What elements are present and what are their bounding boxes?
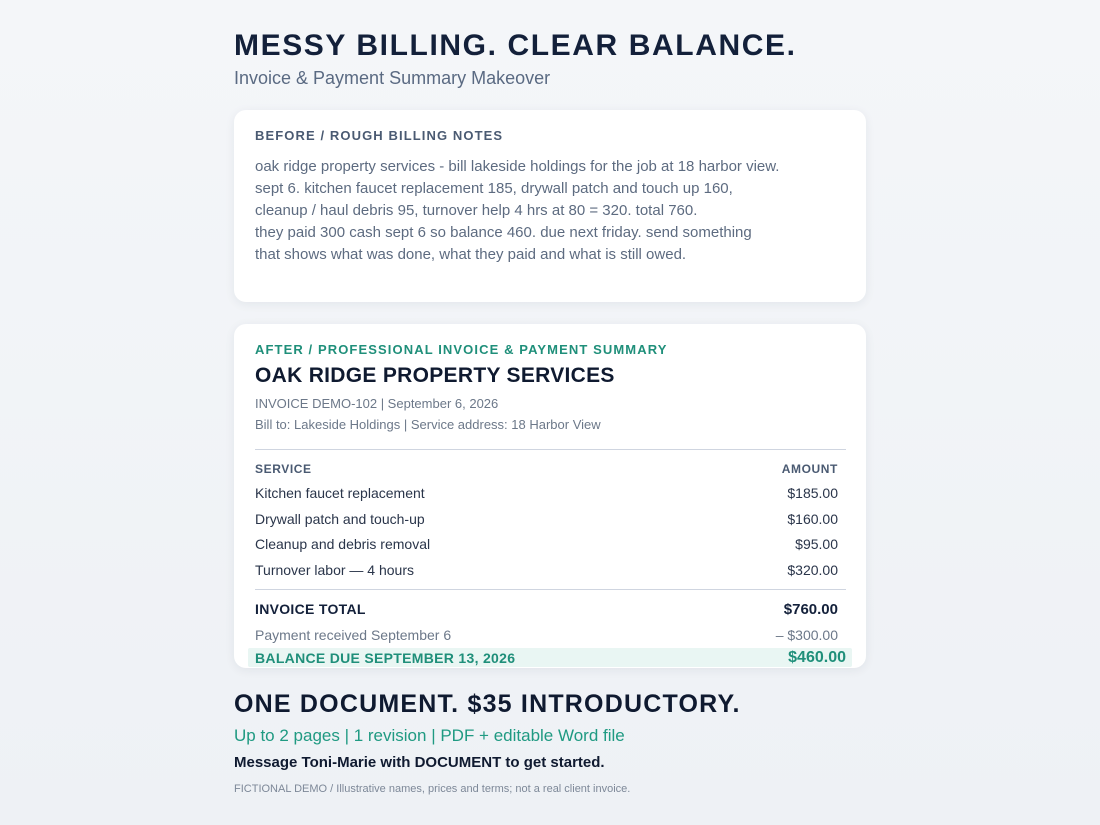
disclaimer: FICTIONAL DEMO / Illustrative names, prices and terms; not a real client invoice. [234,783,631,795]
before-card [234,110,866,302]
amount-cell: $320.00 [787,561,838,578]
page-headline: MESSY BILLING. CLEAR BALANCE. [234,29,797,62]
payment-label: Payment received September 6 [255,627,452,643]
note-line: that shows what was done, what they paid and what is still owed. [255,246,687,263]
service-cell: Kitchen faucet replacement [255,485,425,501]
service-cell: Drywall patch and touch-up [255,510,425,527]
offer-details: Up to 2 pages | 1 revision | PDF + editable Word file [234,726,625,745]
call-to-action: Message Toni-Marie with DOCUMENT to get started. [234,754,605,771]
table-header [255,462,846,476]
invoice-total-row [255,600,846,619]
invoice-total-label: INVOICE TOTAL [255,601,366,617]
company-name: OAK RIDGE PROPERTY SERVICES [255,364,615,387]
page-subhead: Invoice & Payment Summary Makeover [234,68,551,88]
service-cell: Cleanup and debris removal [255,536,431,552]
payment-value: – $300.00 [775,627,838,643]
invoice-total-value: $760.00 [783,601,838,618]
before-label: BEFORE / ROUGH BILLING NOTES [255,128,504,143]
amount-column-header: AMOUNT [781,462,838,476]
page [234,0,866,796]
service-column-header: SERVICE [255,462,312,476]
note-line: they paid 300 cash sept 6 so balance 460. due next friday. send something [255,224,752,241]
after-label: AFTER / PROFESSIONAL INVOICE & PAYMENT SUMMARY [255,342,668,357]
balance-due-row [248,648,852,667]
note-line: oak ridge property services - bill lakeside holdings for the job at 18 harbor view. [255,158,780,175]
balance-due-value: $460.00 [788,648,846,666]
bill-to-line: Bill to: Lakeside Holdings | Service address: 18 Harbor View [255,417,601,432]
offer-headline: ONE DOCUMENT. $35 INTRODUCTORY. [234,690,741,718]
balance-due-label: BALANCE DUE SEPTEMBER 13, 2026 [255,649,516,666]
divider [255,449,846,450]
note-line: cleanup / haul debris 95, turnover help 4 hrs at 80 = 320. total 760. [255,202,698,219]
table-row [255,532,846,558]
amount-cell: $160.00 [787,510,838,527]
amount-cell: $95.00 [795,536,838,552]
payment-row [255,626,846,644]
after-card [234,324,866,668]
rough-notes [255,156,846,266]
invoice-number-date: INVOICE DEMO-102 | September 6, 2026 [255,396,499,411]
line-items [255,481,846,583]
divider [255,589,846,590]
table-row [255,558,846,584]
amount-cell: $185.00 [787,485,838,501]
table-row [255,481,846,507]
service-cell: Turnover labor — 4 hours [255,561,414,578]
note-line: sept 6. kitchen faucet replacement 185, drywall patch and touch up 160, [255,180,733,197]
table-row [255,507,846,533]
